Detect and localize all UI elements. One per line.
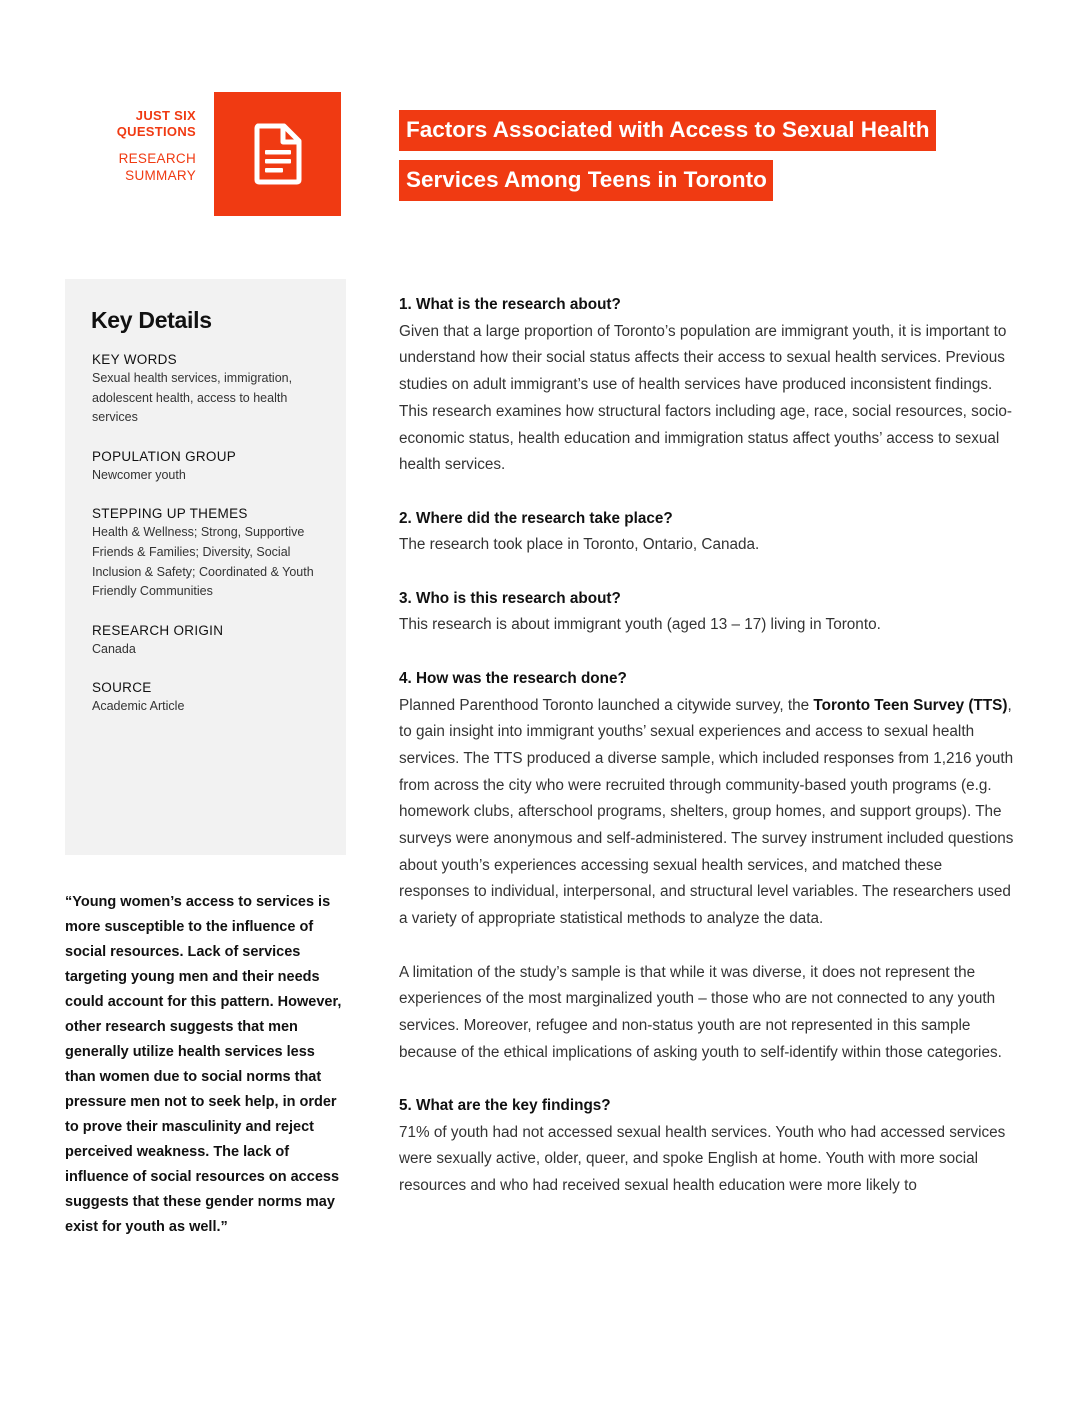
key-detail-value: Academic Article (92, 699, 185, 714)
document-icon-box (214, 92, 341, 216)
spacer (399, 639, 1014, 666)
spacer (399, 1066, 1014, 1093)
title-line-1: Factors Associated with Access to Sexual Health (399, 110, 936, 151)
answer-4-text-start: Planned Parenthood Toronto launched a citywide survey, the (399, 696, 814, 714)
key-details-panel (65, 279, 346, 855)
key-detail-value: Sexual health services, immigration, adolescent health, access to health services (92, 371, 293, 425)
answer-4-text (399, 693, 1014, 933)
series-subtitle-line-2: SUMMARY (125, 168, 196, 183)
document-icon (253, 123, 303, 185)
series-title-line-1: JUST SIX (135, 108, 196, 123)
question-4-heading: 4. How was the research done? (399, 669, 627, 687)
survey-name: Toronto Teen Survey (TTS) (813, 696, 1008, 714)
series-title (100, 108, 196, 140)
key-detail-label: SOURCE (92, 680, 152, 696)
key-details-list (92, 350, 332, 736)
question-5-heading: 5. What are the key findings? (399, 1097, 611, 1115)
answer-1-text: Given that a large proportion of Toronto’s population are immigrant youth, it is important to understand how their social status affects their access to sexual health services. Previous studies on adult immigrant’s use of health services have produced inconsistent findings. This research examines how structural factors including age, race, social resources, socio-economic status, health education and immigration status affect youths’ access to sexual health services. (399, 322, 1012, 474)
key-detail-label: KEY WORDS (92, 352, 177, 367)
key-detail-value: Health & Wellness; Strong, Supportive Friends & Families; Diversity, Social Inclusion & Safety; Coordinated & Youth Friendly Communities (92, 525, 314, 599)
key-detail-source (92, 678, 332, 717)
answer-4-text-rest: , to gain insight into immigrant youths’ sexual experiences and access to sexual health services. The TTS produced a diverse sample, which included responses from 1,216 youth from across the city who were recruited through community-based youth programs (e.g. homework clubs, afterschool programs, shelters, group homes, and support groups). The surveys were anonymous and self-administered. The survey instrument included questions about youth’s experiences accessing sexual health services, and matched these responses to individual, interpersonal, and structural level variables. The researchers used a variety of appropriate statistical methods to analyze the data. (399, 696, 1014, 928)
spacer (399, 479, 1014, 506)
question-2-heading: 2. Where did the research take place? (399, 509, 673, 527)
spacer (399, 559, 1014, 586)
spacer (399, 933, 1014, 960)
key-details-heading: Key Details (91, 307, 212, 333)
key-detail-stepping-up-themes (92, 504, 332, 601)
question-1-heading: 1. What is the research about? (399, 296, 621, 313)
series-subtitle-line-1: RESEARCH (118, 151, 196, 166)
answer-3-text: This research is about immigrant youth (aged 13 – 17) living in Toronto. (399, 616, 881, 634)
key-detail-label: RESEARCH ORIGIN (92, 622, 224, 638)
key-detail-value: Canada (92, 641, 136, 656)
series-subtitle (100, 150, 196, 184)
title-line-2: Services Among Teens in Toronto (399, 160, 773, 201)
key-detail-label: STEPPING UP THEMES (92, 506, 248, 522)
answer-4-limitation-text: A limitation of the study’s sample is that while it was diverse, it does not represent the experiences of the most marginalized youth – those who are not connected to any youth services. Moreover, refugee and non-status youth are not represented in this sample because of the ethical implications of asking youth to self-identify within those categories. (399, 963, 1002, 1061)
main-content (399, 292, 1014, 1200)
answer-2-text: The research took place in Toronto, Ontario, Canada. (399, 536, 760, 554)
question-3-heading: 3. Who is this research about? (399, 589, 621, 607)
series-title-line-2: QUESTIONS (116, 124, 196, 139)
answer-5-text: 71% of youth had not accessed sexual health services. Youth who had accessed services were sexually active, older, queer, and spoke English at home. Youth with more social resources and who had received sexual health education were more likely to (399, 1123, 1006, 1195)
key-detail-label: POPULATION GROUP (92, 448, 237, 464)
key-detail-key-words (92, 350, 332, 428)
key-detail-value: Newcomer youth (92, 467, 186, 482)
pull-quote: “Young women’s access to services is more susceptible to the influence of social resources. Lack of services targeting young men and their needs could account for this pattern. However, other research suggests that men generally utilize health services less than women due to social norms that pressure men not to seek help, in order to prove their masculinity and reject perceived weakness. The lack of influence of social resources on access suggests that these gender norms may exist for youth as well.” (65, 894, 342, 1235)
series-label (100, 108, 196, 184)
key-detail-population-group (92, 447, 332, 486)
page-title (399, 110, 999, 201)
key-detail-research-origin (92, 621, 332, 660)
